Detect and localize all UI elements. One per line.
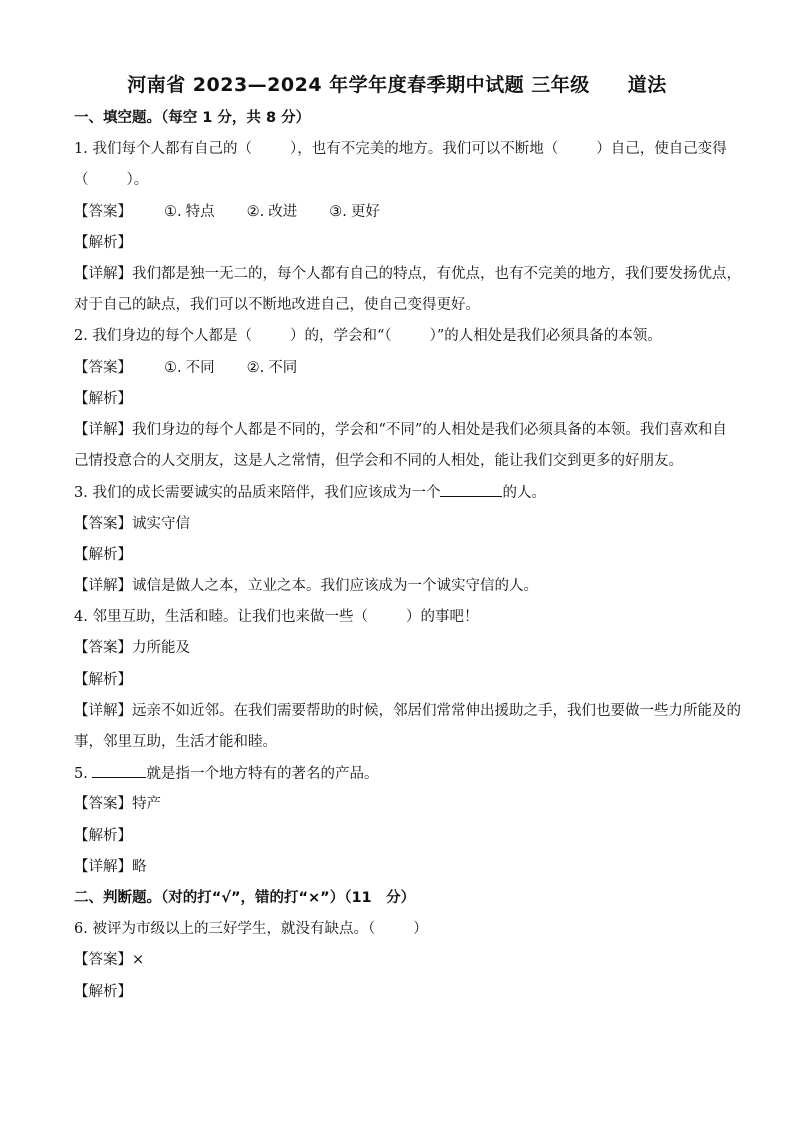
answer-6: 【答案】× xyxy=(74,952,145,968)
answer-label: 【答案】 xyxy=(74,204,132,220)
analysis-label-2: 【解析】 xyxy=(74,391,132,407)
detail-4: 【详解】远亲不如近邻。在我们需要帮助的时候，邻居们常常伸出援助之手，我们也要做一些力所能及的 xyxy=(74,703,741,719)
detail-1-cont: 对于自己的缺点，我们可以不断地改进自己，使自己变得更好。 xyxy=(74,297,480,313)
question-5: 5. 就是指一个地方特有的著名的产品。 xyxy=(74,763,734,784)
title-main: 河南省 2023—2024 年学年度春季期中试题 三年级 xyxy=(127,74,590,96)
answer-3: 【答案】诚实守信 xyxy=(74,516,190,532)
section-heading-true-false: 二、判断题。（对的打“√”，错的打“×”）（11 分） xyxy=(74,890,416,906)
detail-1: 【详解】我们都是独一无二的，每个人都有自己的特点，有优点，也有不完美的地方，我们要发扬优点， xyxy=(74,266,741,282)
answer-option: ①. 不同 xyxy=(164,360,215,376)
question-4: 4. 邻里互助，生活和睦。让我们也来做一些（ ）的事吧！ xyxy=(74,609,479,625)
answer-option: ③. 更好 xyxy=(329,204,380,220)
title-subject: 道法 xyxy=(627,74,667,96)
question-3: 3. 我们的成长需要诚实的品质来陪伴，我们应该成为一个 的人。 xyxy=(74,482,734,503)
detail-2: 【详解】我们身边的每个人都是不同的，学会和“不同”的人相处是我们必须具备的本领。我们喜欢和自 xyxy=(74,422,727,438)
detail-4-cont: 事，邻里互助，生活才能和睦。 xyxy=(74,734,277,750)
fill-blank xyxy=(440,482,502,497)
question-1-cont: （ ）。 xyxy=(74,172,149,188)
answer-option: ①. 特点 xyxy=(164,204,215,220)
answer-option: ②. 不同 xyxy=(246,360,298,376)
question-2: 2. 我们身边的每个人都是（ ）的，学会和“（ ）”的人相处是我们必须具备的本领。 xyxy=(74,328,662,344)
answer-5: 【答案】特产 xyxy=(74,796,161,812)
analysis-label-1: 【解析】 xyxy=(74,235,132,251)
section-heading-fill-blank: 一、填空题。（每空 1 分，共 8 分） xyxy=(74,110,311,126)
answer-4: 【答案】力所能及 xyxy=(74,640,190,656)
answer-label: 【答案】 xyxy=(74,360,132,376)
page-title xyxy=(0,70,794,97)
answer-2 xyxy=(74,358,734,378)
answer-1 xyxy=(74,202,734,222)
fill-blank xyxy=(92,763,146,778)
detail-3: 【详解】诚信是做人之本，立业之本。我们应该成为一个诚实守信的人。 xyxy=(74,578,538,594)
question-6: 6. 被评为市级以上的三好学生，就没有缺点。（ ） xyxy=(74,921,428,937)
detail-2-cont: 己情投意合的人交朋友，这是人之常情，但学会和不同的人相处，能让我们交到更多的好朋友。 xyxy=(74,453,683,469)
analysis-label-5: 【解析】 xyxy=(74,828,132,844)
analysis-label-4: 【解析】 xyxy=(74,672,132,688)
detail-5: 【详解】略 xyxy=(74,859,147,875)
analysis-label-6: 【解析】 xyxy=(74,984,132,1000)
question-1: 1. 我们每个人都有自己的（ ），也有不完美的地方。我们可以不断地（ ）自己，使自己变得 xyxy=(74,141,727,157)
answer-option: ②. 改进 xyxy=(246,204,298,220)
analysis-label-3: 【解析】 xyxy=(74,547,132,563)
